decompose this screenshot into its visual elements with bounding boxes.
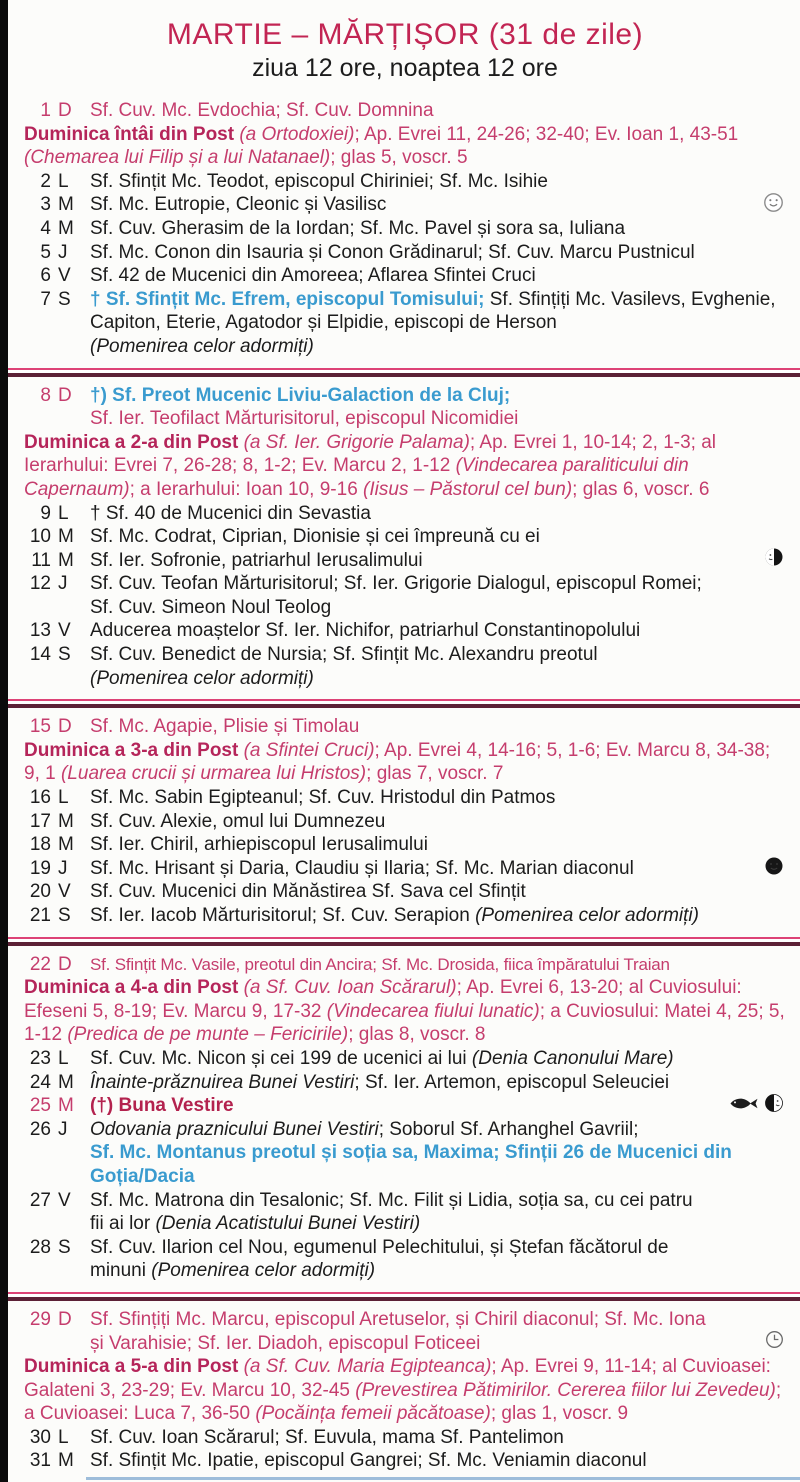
- note-segment: (a Sfintei Cruci): [243, 739, 375, 761]
- note-segment: ; glas 1, voscr. 9: [490, 1403, 629, 1425]
- day-cell: [24, 833, 78, 857]
- calendar-day-row: [24, 1047, 786, 1071]
- calendar-day-row: [24, 1449, 786, 1473]
- entry-segment: † Sf. Sfințit Mc. Efrem, episcopul Tomisului;: [90, 288, 485, 310]
- day-entry-text: [90, 264, 786, 288]
- note-segment: (Predica de pe munte – Fericirile): [67, 1024, 349, 1046]
- day-cell: [24, 643, 78, 690]
- calendar-day-row: [24, 1308, 786, 1355]
- entry-segment: Sf. Sfințiți Mc. Marcu, episcopul Aretuselor, și Chiril diaconul; Sf. Mc. Iona: [90, 1308, 706, 1330]
- entry-segment: (Pomenirea celor adormiți): [475, 905, 699, 926]
- day-of-week: V: [58, 620, 71, 642]
- day-number: 6: [40, 265, 51, 287]
- day-number: 31: [29, 1450, 51, 1472]
- entry-segment: Sf. Cuv. Mucenici din Mănăstirea Sf. Sava cel Sfințit: [90, 881, 526, 903]
- full-moon-icon: [763, 192, 784, 220]
- note-segment: ; a Cuvioasei: Luca 7, 36-50: [24, 1379, 782, 1425]
- note-segment: (Vindecarea paraliticului din Capernaum): [24, 455, 689, 500]
- clock-icon: [765, 1330, 784, 1356]
- fish-icon: [729, 1094, 759, 1118]
- day-of-week: S: [58, 1236, 71, 1258]
- day-icons: [764, 550, 784, 572]
- calendar-day-row: [24, 217, 786, 241]
- day-number: 1: [40, 100, 51, 121]
- entry-segment: (Denia Canonului Mare): [471, 1047, 674, 1069]
- entry-segment: Sf. Ier. Teofilact Mărturisitorul, episcopul Nicomidiei: [90, 408, 519, 430]
- entry-segment: (Denia Acatistului Bunei Vestiri): [155, 1213, 421, 1235]
- day-entry-text: [90, 880, 786, 904]
- day-of-week: M: [58, 810, 74, 832]
- day-entry-text: [90, 1071, 786, 1095]
- day-cell: [24, 715, 78, 739]
- calendar-day-row: [24, 525, 786, 549]
- calendar-day-row: [24, 384, 786, 431]
- calendar-day-row: [24, 1094, 786, 1118]
- day-cell: [24, 857, 78, 881]
- day-cell: [24, 1426, 78, 1450]
- day-of-week: M: [58, 526, 74, 548]
- day-number: 10: [29, 526, 51, 548]
- day-entry-text: [90, 1094, 786, 1118]
- note-segment: (Vindecarea fiului lunatic): [326, 1000, 540, 1022]
- entry-segment: Sf. Cuv. Teofan Mărturisitorul; Sf. Ier. Grigorie Dialogul, episcopul Romei;: [90, 573, 702, 595]
- calendar-section: [24, 1306, 786, 1477]
- day-of-week: S: [58, 905, 71, 926]
- entry-segment: Sf. Cuv. Ioan Scărarul; Sf. Euvula, mama Sf. Pantelimon: [90, 1426, 564, 1448]
- day-number: 3: [40, 194, 51, 216]
- note-segment: (a Sf. Cuv. Maria Egipteanca): [243, 1356, 492, 1378]
- day-entry-text: [90, 715, 786, 739]
- entry-segment: Sf. Sfințit Mc. Vasile, preotul din Ancira; Sf. Mc. Drosida, fiica împăratului Traian: [90, 954, 670, 974]
- note-segment: (Chemarea lui Filip și a lui Natanael): [24, 147, 331, 169]
- day-cell: [24, 288, 78, 359]
- day-entry-text: [90, 525, 786, 549]
- day-cell: [24, 904, 78, 928]
- day-entry-text: [90, 619, 786, 643]
- day-entry-text: [90, 170, 786, 194]
- day-of-week: L: [58, 787, 69, 809]
- day-entry-text: [90, 193, 786, 217]
- calendar-day-row: [24, 170, 786, 194]
- sunday-liturgical-note: [24, 1355, 786, 1426]
- note-segment: Duminica a 3-a din Post: [24, 739, 244, 761]
- day-of-week: D: [58, 953, 72, 975]
- entry-segment: ; Soborul Sf. Arhanghel Gavriil;: [378, 1118, 639, 1140]
- calendar-day-row: [24, 572, 786, 619]
- calendar-day-row: [24, 264, 786, 288]
- entry-segment: fii ai lor: [90, 1213, 156, 1235]
- section-divider: [8, 937, 800, 946]
- day-entry-text: [90, 904, 786, 928]
- entry-segment: Aducerea moaștelor Sf. Ier. Nichifor, patriarhul Constantinopolului: [90, 620, 641, 642]
- day-of-week: L: [58, 170, 69, 192]
- note-segment: (Luarea crucii și urmarea lui Hristos): [60, 763, 367, 785]
- day-of-week: M: [58, 834, 74, 856]
- calendar-section: [24, 382, 786, 695]
- new-moon-icon: [764, 856, 784, 883]
- calendar-day-row: [24, 786, 786, 810]
- day-number: 25: [29, 1095, 51, 1117]
- day-cell: [24, 217, 78, 241]
- day-of-week: M: [58, 217, 74, 239]
- day-of-week: L: [58, 502, 69, 524]
- section-divider: [8, 1292, 800, 1301]
- day-entry-text: [90, 1047, 786, 1071]
- entry-segment: †) Sf. Preot Mucenic Liviu-Galaction de la Cluj;: [90, 384, 511, 406]
- day-number: 4: [40, 217, 51, 239]
- calendar-section: [24, 951, 786, 1287]
- day-entry-text: [90, 810, 786, 834]
- calendar-day-row: [24, 1071, 786, 1095]
- day-icons: [765, 1332, 784, 1354]
- day-number: 24: [29, 1071, 51, 1093]
- calendar-day-row: [24, 1189, 786, 1236]
- day-icons: [763, 194, 784, 216]
- entry-segment: minuni: [90, 1260, 152, 1282]
- calendar-day-row: [24, 715, 786, 739]
- entry-segment: Sf. Mc. Sabin Egipteanul; Sf. Cuv. Hristodul din Patmos: [90, 787, 556, 809]
- sunday-liturgical-note: [24, 123, 786, 170]
- day-number: 5: [40, 241, 51, 263]
- sunday-liturgical-note: [24, 431, 786, 502]
- day-number: 14: [29, 644, 51, 666]
- day-of-week: S: [58, 288, 71, 310]
- entry-segment: Sf. Mc. Codrat, Ciprian, Dionisie și cei împreună cu ei: [90, 526, 540, 548]
- day-entry-text: [90, 1426, 786, 1450]
- day-cell: [24, 502, 78, 526]
- day-of-week: V: [58, 1189, 71, 1211]
- day-number: 11: [31, 549, 51, 571]
- day-number: 23: [29, 1047, 51, 1069]
- day-cell: [24, 810, 78, 834]
- day-number: 20: [29, 881, 51, 903]
- note-segment: ; glas 6, voscr. 6: [572, 478, 710, 500]
- note-segment: (a Ortodoxiei): [239, 123, 355, 145]
- section-divider: [8, 368, 800, 377]
- entry-segment: Odovania praznicului Bunei Vestiri: [90, 1118, 379, 1140]
- note-segment: ; glas 8, voscr. 8: [348, 1024, 486, 1046]
- day-of-week: M: [58, 1071, 74, 1093]
- day-cell: [24, 549, 78, 573]
- entry-segment: Sf. Mc. Matrona din Tesalonic; Sf. Mc. Filit și Lidia, soția sa, cu cei patru: [90, 1189, 693, 1211]
- day-cell: [24, 953, 78, 977]
- day-number: 19: [29, 857, 51, 879]
- day-cell: [24, 1118, 78, 1189]
- day-of-week: D: [58, 1308, 72, 1330]
- page-subtitle: ziua 12 ore, noaptea 12 ore: [252, 54, 558, 82]
- day-entry-text: [90, 1308, 786, 1355]
- day-number: 17: [29, 810, 51, 832]
- first-quarter-moon-icon: [764, 1093, 784, 1120]
- day-of-week: S: [58, 644, 71, 666]
- note-segment: (a Sf. Cuv. Ioan Scărarul): [243, 977, 457, 999]
- day-cell: [24, 264, 78, 288]
- day-cell: [24, 1308, 78, 1355]
- entry-segment: Sf. Cuv. Benedict de Nursia; Sf. Sfințit Mc. Alexandru preotul: [90, 644, 598, 666]
- note-segment: (Iisus – Păstorul cel bun): [363, 478, 573, 500]
- day-number: 9: [40, 502, 51, 524]
- calendar-day-row: [24, 643, 786, 690]
- section-divider: [8, 699, 800, 708]
- day-of-week: J: [58, 857, 68, 879]
- note-segment: (Pocăința femeii păcătoase): [255, 1403, 491, 1425]
- calendar-day-row: [24, 549, 786, 573]
- day-number: 27: [29, 1189, 51, 1211]
- page-title: MARTIE – MĂRȚIȘOR (31 de zile): [166, 18, 644, 51]
- day-entry-text: [90, 217, 786, 241]
- note-segment: ; Ap. Evrei 11, 24-26; 32-40; Ev. Ioan 1, 43-51: [354, 123, 739, 145]
- entry-segment: Sf. Sfințiți Mc. Vasilevs, Evghenie, Capiton, Eterie, Agatodor și Elpidie, episcopi de Herson: [90, 288, 776, 334]
- note-segment: ; glas 7, voscr. 7: [366, 763, 504, 785]
- day-entry-text: [90, 857, 786, 881]
- entry-segment: și Varahisie; Sf. Ier. Diadoh, episcopul Foticeei: [90, 1332, 481, 1354]
- day-entry-text: [90, 833, 786, 857]
- day-of-week: M: [58, 1450, 74, 1472]
- entry-segment: Sf. 42 de Mucenici din Amoreea; Aflarea Sfintei Cruci: [90, 265, 536, 287]
- calendar-day-row: [24, 241, 786, 265]
- note-segment: Duminica a 5-a din Post: [24, 1356, 244, 1378]
- calendar-day-row: [24, 857, 786, 881]
- day-number: 15: [29, 716, 51, 738]
- day-number: 2: [40, 170, 51, 192]
- note-segment: ; Ap. Evrei 1, 10-14; 2, 1-3; al Ierarhului: Evrei 7, 26-28; 8, 1-2; Ev. Marcu 2, 1-12: [24, 431, 717, 477]
- day-of-week: V: [58, 881, 71, 903]
- day-entry-text: [90, 1189, 786, 1236]
- day-number: 26: [29, 1118, 51, 1140]
- day-cell: [24, 170, 78, 194]
- entry-segment: Sf. Sfințit Mc. Ipatie, episcopul Gangrei; Sf. Mc. Veniamin diaconul: [90, 1450, 647, 1472]
- note-segment: Duminica a 2-a din Post: [24, 431, 244, 453]
- day-entry-text: [90, 99, 786, 123]
- day-of-week: M: [58, 549, 74, 571]
- note-segment: Duminica a 4-a din Post: [24, 977, 244, 999]
- entry-segment: (†) Buna Vestire: [90, 1095, 234, 1117]
- day-cell: [24, 1047, 78, 1071]
- calendar-day-row: [24, 833, 786, 857]
- day-entry-text: [90, 572, 786, 619]
- entry-segment: (Pomenirea celor adormiți): [90, 667, 314, 689]
- day-of-week: M: [58, 194, 74, 216]
- day-number: 30: [29, 1426, 51, 1448]
- day-entry-text: [90, 953, 786, 977]
- day-number: 16: [29, 787, 51, 809]
- calendar-day-row: [24, 810, 786, 834]
- day-of-week: D: [58, 716, 72, 738]
- day-entry-text: [90, 1449, 786, 1473]
- day-entry-text: [90, 1118, 786, 1189]
- day-number: 18: [29, 834, 51, 856]
- calendar-section: [24, 713, 786, 931]
- calendar-day-row: [24, 288, 786, 359]
- calendar-day-row: [24, 193, 786, 217]
- day-cell: [24, 1094, 78, 1118]
- day-cell: [24, 193, 78, 217]
- day-number: 8: [40, 384, 51, 406]
- day-cell: [24, 241, 78, 265]
- note-segment: ; Ap. Evrei 9, 11-14; al Cuvioasei: Galateni 3, 23-29; Ev. Marcu 10, 32-45: [24, 1356, 771, 1401]
- entry-segment: Sf. Sfințit Mc. Teodot, episcopul Chiriniei; Sf. Mc. Isihie: [90, 170, 548, 192]
- page-left-edge: [0, 0, 8, 1482]
- day-number: 29: [29, 1308, 51, 1330]
- note-segment: (Prevestirea Pătimirilor. Cererea fiilor lui Zevedeu): [355, 1379, 776, 1401]
- day-entry-text: [90, 643, 786, 690]
- day-of-week: V: [58, 265, 71, 287]
- day-of-week: J: [58, 241, 68, 263]
- day-cell: [24, 384, 78, 431]
- entry-segment: Sf. Mc. Eutropie, Cleonic și Vasilisc: [90, 194, 387, 216]
- entry-segment: Sf. Mc. Agapie, Plisie și Timolau: [90, 716, 360, 738]
- bottom-edge-line: [86, 1477, 800, 1480]
- day-cell: [24, 572, 78, 619]
- calendar-day-row: [24, 99, 786, 123]
- entry-segment: Sf. Cuv. Mc. Evdochia; Sf. Cuv. Domnina: [90, 100, 434, 121]
- day-cell: [24, 786, 78, 810]
- entry-segment: † Sf. 40 de Mucenici din Sevastia: [90, 502, 371, 524]
- day-number: 21: [29, 905, 51, 926]
- entry-segment: ; Sf. Ier. Artemon, episcopul Seleuciei: [354, 1071, 670, 1093]
- day-number: 12: [29, 573, 51, 595]
- entry-segment: Înainte-prăznuirea Bunei Vestiri: [90, 1071, 355, 1093]
- day-number: 28: [29, 1236, 51, 1258]
- day-entry-text: [90, 288, 786, 359]
- calendar-day-row: [24, 953, 786, 977]
- note-segment: Duminica întâi din Post: [24, 123, 240, 145]
- note-segment: ; Ap. Evrei 4, 14-16; 5, 1-6; Ev. Marcu 8, 34-38; 9, 1: [24, 739, 771, 785]
- day-entry-text: [90, 786, 786, 810]
- day-number: 7: [40, 288, 51, 310]
- calendar-body: [24, 97, 786, 1477]
- entry-segment: Sf. Mc. Hrisant și Daria, Claudiu și Ilaria; Sf. Mc. Marian diaconul: [90, 857, 634, 879]
- entry-segment: Sf. Cuv. Simeon Noul Teolog: [90, 596, 332, 618]
- calendar-day-row: [24, 1236, 786, 1283]
- calendar-day-row: [24, 1426, 786, 1450]
- last-quarter-moon-icon: [764, 547, 784, 574]
- note-segment: (a Sf. Ier. Grigorie Palama): [243, 431, 470, 453]
- day-cell: [24, 1189, 78, 1236]
- day-of-week: D: [58, 384, 72, 406]
- entry-segment: Sf. Mc. Montanus preotul și soția sa, Maxima; Sfinții 26 de Mucenici din Goția/Dacia: [90, 1142, 732, 1187]
- day-cell: [24, 1071, 78, 1095]
- day-icons: [764, 858, 784, 880]
- note-segment: ; a Cuviosului: Matei 4, 25; 5, 1-12: [24, 1000, 785, 1046]
- day-cell: [24, 619, 78, 643]
- calendar-day-row: [24, 880, 786, 904]
- entry-segment: Sf. Ier. Sofronie, patriarhul Ierusalimului: [90, 549, 423, 571]
- day-entry-text: [90, 549, 786, 573]
- entry-segment: (Pomenirea celor adormiți): [151, 1260, 376, 1282]
- sunday-liturgical-note: [24, 739, 786, 786]
- entry-segment: Sf. Ier. Iacob Mărturisitorul; Sf. Cuv. Serapion: [90, 905, 476, 926]
- calendar-day-row: [24, 1118, 786, 1189]
- day-of-week: D: [58, 100, 72, 121]
- sunday-liturgical-note: [24, 976, 786, 1047]
- day-cell: [24, 525, 78, 549]
- entry-segment: Sf. Ier. Chiril, arhiepiscopul Ierusalimului: [90, 834, 428, 856]
- note-segment: ; glas 5, voscr. 5: [330, 147, 468, 169]
- day-of-week: J: [58, 573, 68, 595]
- day-of-week: L: [58, 1047, 69, 1069]
- entry-segment: Sf. Cuv. Alexie, omul lui Dumnezeu: [90, 810, 386, 832]
- entry-segment: Sf. Cuv. Gherasim de la Iordan; Sf. Mc. Pavel și sora sa, Iuliana: [90, 217, 626, 239]
- day-entry-text: [90, 502, 786, 526]
- day-of-week: L: [58, 1426, 69, 1448]
- day-of-week: J: [58, 1118, 68, 1140]
- day-icons: [729, 1095, 784, 1117]
- day-entry-text: [90, 1236, 786, 1283]
- day-entry-text: [90, 241, 786, 265]
- note-segment: ; Ap. Evrei 6, 13-20; al Cuviosului: Efeseni 5, 8-19; Ev. Marcu 9, 17-32: [24, 977, 742, 1022]
- calendar-day-row: [24, 619, 786, 643]
- calendar-day-row: [24, 904, 786, 928]
- day-entry-text: [90, 384, 786, 431]
- calendar-day-row: [24, 502, 786, 526]
- day-number: 22: [29, 953, 51, 975]
- entry-segment: Sf. Mc. Conon din Isauria și Conon Grădinarul; Sf. Cuv. Marcu Pustnicul: [90, 241, 695, 263]
- note-segment: ; a Ierarhului: Ioan 10, 9-16: [129, 478, 364, 500]
- day-number: 13: [29, 620, 51, 642]
- entry-segment: Sf. Cuv. Ilarion cel Nou, egumenul Pelechitului, și Ștefan făcătorul de: [90, 1236, 669, 1258]
- day-of-week: M: [58, 1095, 74, 1117]
- entry-segment: Sf. Cuv. Mc. Nicon și cei 199 de ucenici ai lui: [90, 1047, 472, 1069]
- day-cell: [24, 1449, 78, 1473]
- day-cell: [24, 880, 78, 904]
- calendar-section: [24, 97, 786, 363]
- entry-segment: (Pomenirea celor adormiți): [90, 335, 314, 357]
- day-cell: [24, 1236, 78, 1283]
- day-cell: [24, 99, 78, 123]
